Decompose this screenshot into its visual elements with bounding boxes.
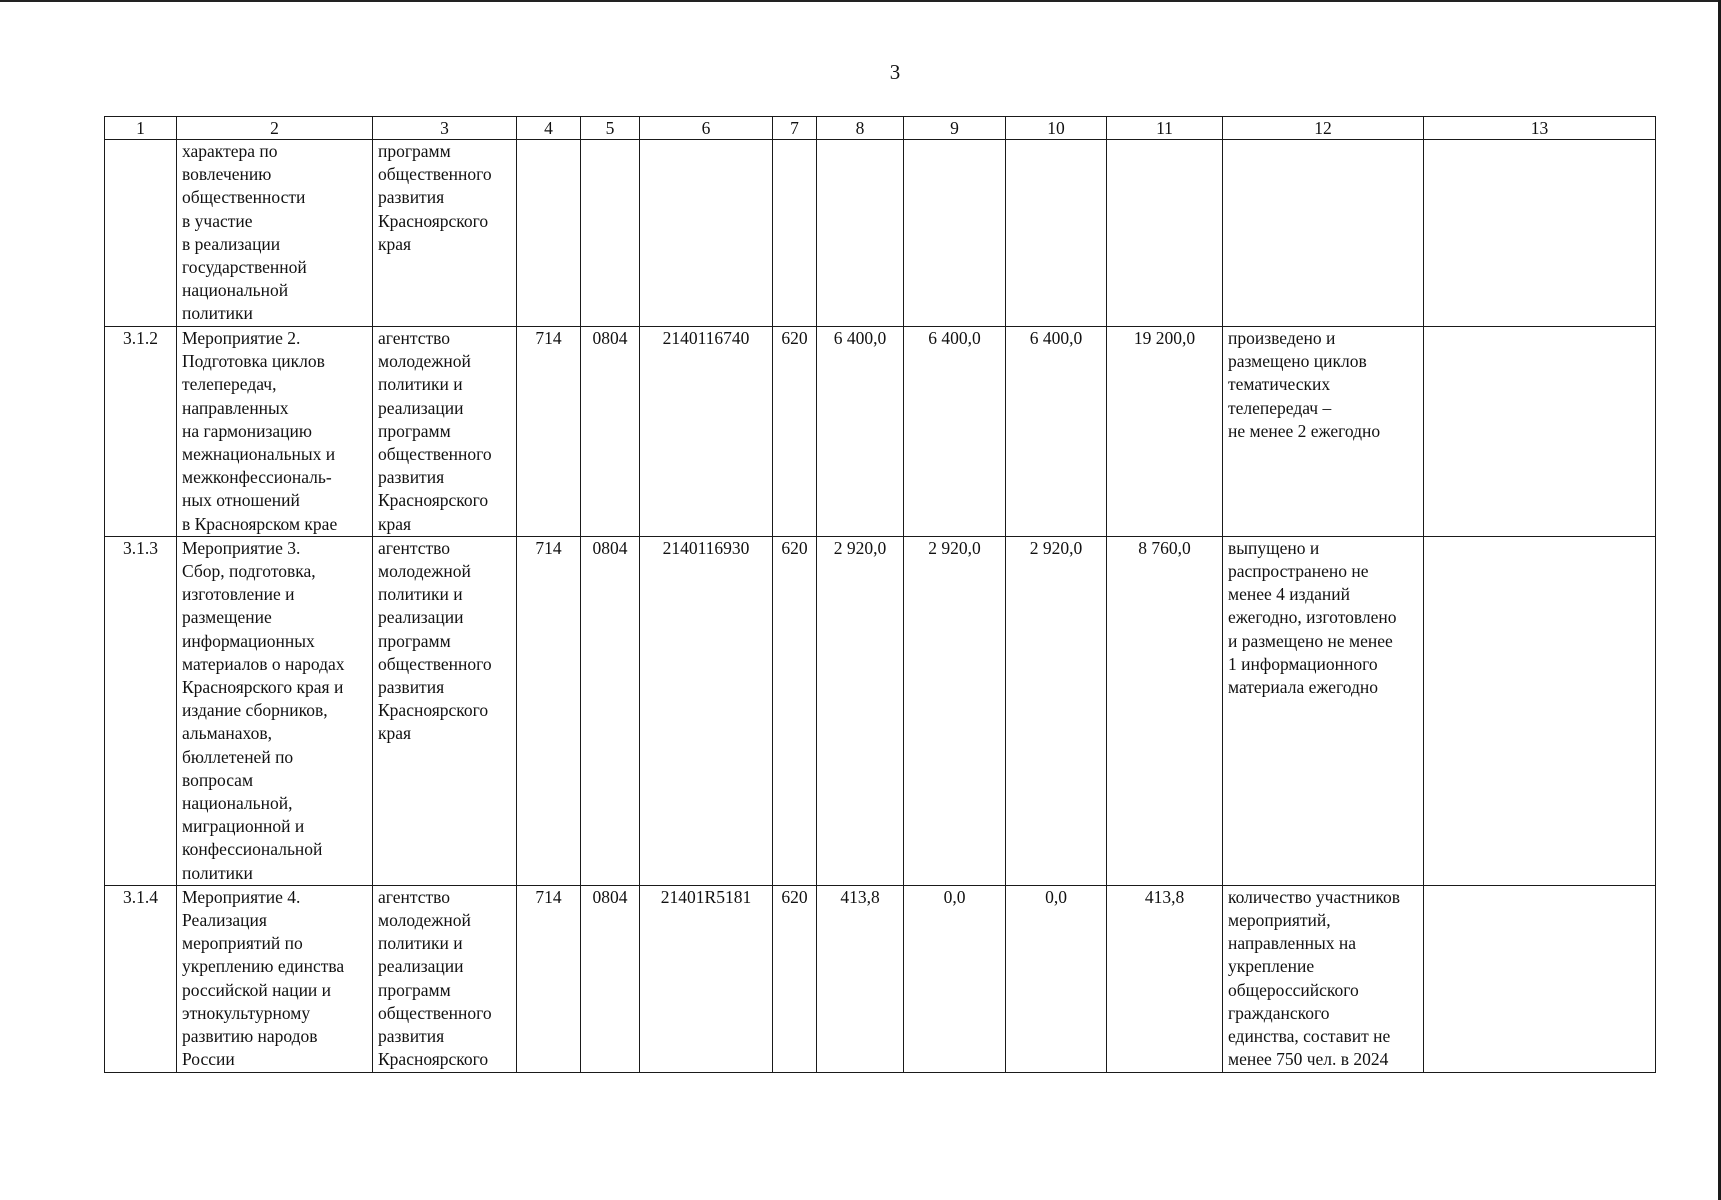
measure-name-cell: Мероприятие 2. Подготовка циклов телепередач, направленных на гармонизацию межнациональных и межконфессиональ- ных отношений в Красноярском крае	[177, 327, 373, 537]
target-article-cell: 2140116930	[640, 536, 773, 885]
responsible-agency-cell: агентство молодежной политики и реализации программ общественного развития Красноярского	[373, 885, 517, 1072]
section-cell	[581, 140, 640, 327]
notes-cell	[1424, 140, 1656, 327]
column-header: 10	[1006, 117, 1107, 140]
total-amount-cell	[1107, 140, 1223, 327]
column-header: 2	[177, 117, 373, 140]
budget-measures-table	[104, 116, 1656, 1073]
target-article-cell: 21401R5181	[640, 885, 773, 1072]
column-number-row	[105, 117, 1656, 140]
code-cell	[517, 140, 581, 327]
table-row	[105, 536, 1656, 885]
expense-type-cell: 620	[773, 327, 817, 537]
expense-type-cell: 620	[773, 536, 817, 885]
amount-cell: 0,0	[1006, 885, 1107, 1072]
item-number-cell: 3.1.3	[105, 536, 177, 885]
amount-cell: 6 400,0	[904, 327, 1006, 537]
page-edge-top	[0, 0, 1721, 2]
amount-cell: 2 920,0	[904, 536, 1006, 885]
column-header: 3	[373, 117, 517, 140]
expense-type-cell: 620	[773, 885, 817, 1072]
target-article-cell	[640, 140, 773, 327]
item-number-cell	[105, 140, 177, 327]
notes-cell	[1424, 536, 1656, 885]
amount-cell: 413,8	[817, 885, 904, 1072]
item-number-cell: 3.1.4	[105, 885, 177, 1072]
table-row	[105, 885, 1656, 1072]
notes-cell	[1424, 327, 1656, 537]
section-cell: 0804	[581, 536, 640, 885]
column-header: 8	[817, 117, 904, 140]
expected-result-cell: произведено и размещено циклов тематических телепередач – не менее 2 ежегодно	[1223, 327, 1424, 537]
column-header: 12	[1223, 117, 1424, 140]
expected-result-cell: выпущено и распространено не менее 4 изданий ежегодно, изготовлено и размещено не менее 1 информационного материала ежегодно	[1223, 536, 1424, 885]
section-cell: 0804	[581, 885, 640, 1072]
amount-cell: 6 400,0	[1006, 327, 1107, 537]
section-cell: 0804	[581, 327, 640, 537]
column-header: 5	[581, 117, 640, 140]
responsible-agency-cell: программ общественного развития Красноярского края	[373, 140, 517, 327]
responsible-agency-cell: агентство молодежной политики и реализации программ общественного развития Красноярского края	[373, 327, 517, 537]
column-header: 6	[640, 117, 773, 140]
total-amount-cell: 413,8	[1107, 885, 1223, 1072]
measure-name-cell: Мероприятие 4. Реализация мероприятий по укреплению единства российской нации и этнокультурному развитию народов России	[177, 885, 373, 1072]
amount-cell	[1006, 140, 1107, 327]
table-row	[105, 327, 1656, 537]
code-cell: 714	[517, 885, 581, 1072]
column-header: 7	[773, 117, 817, 140]
total-amount-cell: 19 200,0	[1107, 327, 1223, 537]
column-header: 11	[1107, 117, 1223, 140]
target-article-cell: 2140116740	[640, 327, 773, 537]
code-cell: 714	[517, 327, 581, 537]
column-header: 9	[904, 117, 1006, 140]
measure-name-cell: характера по вовлечению общественности в участие в реализации государственной национальной политики	[177, 140, 373, 327]
column-header: 4	[517, 117, 581, 140]
column-header: 13	[1424, 117, 1656, 140]
amount-cell	[817, 140, 904, 327]
total-amount-cell: 8 760,0	[1107, 536, 1223, 885]
expected-result-cell: количество участников мероприятий, направленных на укрепление общероссийского гражданского единства, составит не менее 750 чел. в 2024	[1223, 885, 1424, 1072]
column-header: 1	[105, 117, 177, 140]
expected-result-cell	[1223, 140, 1424, 327]
code-cell: 714	[517, 536, 581, 885]
item-number-cell: 3.1.2	[105, 327, 177, 537]
amount-cell: 2 920,0	[817, 536, 904, 885]
amount-cell: 6 400,0	[817, 327, 904, 537]
responsible-agency-cell: агентство молодежной политики и реализации программ общественного развития Красноярского края	[373, 536, 517, 885]
amount-cell: 2 920,0	[1006, 536, 1107, 885]
amount-cell	[904, 140, 1006, 327]
amount-cell: 0,0	[904, 885, 1006, 1072]
expense-type-cell	[773, 140, 817, 327]
notes-cell	[1424, 885, 1656, 1072]
table-row	[105, 140, 1656, 327]
measure-name-cell: Мероприятие 3. Сбор, подготовка, изготовление и размещение информационных материалов о народах Красноярского края и издание сборников, альманахов, бюллетеней по вопросам национальной, миграционной и конфессиональной политики	[177, 536, 373, 885]
page-number: 3	[889, 60, 901, 84]
